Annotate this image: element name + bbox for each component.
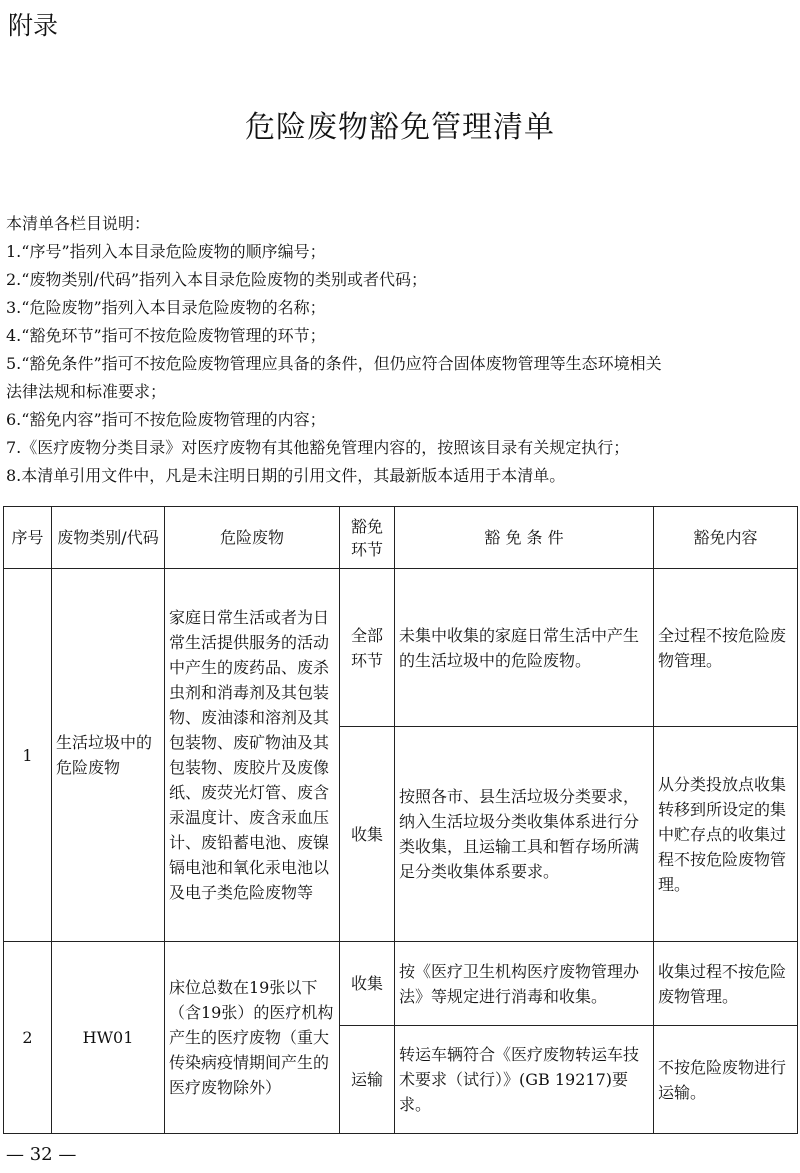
intro-item: 8.本清单引用文件中，凡是未注明日期的引用文件，其最新版本适用于本清单。 [6, 466, 566, 485]
row-stage: 收集 [340, 727, 395, 942]
row-stage: 全部环节 [340, 569, 395, 727]
header-category: 废物类别/代码 [52, 507, 165, 569]
row-content: 收集过程不按危险废物管理。 [654, 942, 798, 1026]
row-category: HW01 [52, 942, 165, 1134]
row-waste: 家庭日常生活或者为日常生活提供服务的活动中产生的废药品、废杀虫剂和消毒剂及其包装物、废油漆和溶剂及其包装物、废矿物油及其包装物、废胶片及废像纸、废荧光灯管、废含汞温度计、废含汞血压计、废铅蓄电池、废镍镉电池和氧化汞电池以及电子类危险废物等 [165, 569, 340, 942]
row-condition: 按照各市、县生活垃圾分类要求，纳入生活垃圾分类收集体系进行分类收集，且运输工具和暂存场所满足分类收集体系要求。 [395, 727, 654, 942]
exemption-table [3, 506, 798, 1134]
intro-item: 2.“废物类别/代码”指列入本目录危险废物的类别或者代码； [6, 270, 428, 289]
header-content: 豁免内容 [654, 507, 798, 569]
page-number: — 32 — [6, 1144, 77, 1165]
intro-item: 3.“危险废物”指列入本目录危险废物的名称； [6, 298, 326, 317]
row-content: 全过程不按危险废物管理。 [654, 569, 798, 727]
row-condition: 转运车辆符合《医疗废物转运车技术要求（试行）》(GB 19217)要求。 [395, 1026, 654, 1134]
appendix-label: 附录 [8, 11, 59, 40]
intro-item: 4.“豁免环节”指可不按危险废物管理的环节； [6, 326, 326, 345]
header-stage: 豁免环节 [340, 507, 395, 569]
intro-item: 法律法规和标准要求； [6, 382, 167, 401]
table-row [4, 942, 798, 1026]
table-row [4, 569, 798, 727]
row-seq: 1 [4, 569, 52, 942]
intro-item: 5.“豁免条件”指可不按危险废物管理应具备的条件，但仍应符合固体废物管理等生态环境相关 [6, 354, 662, 373]
row-category: 生活垃圾中的危险废物 [52, 569, 165, 942]
row-content: 从分类投放点收集转移到所设定的集中贮存点的收集过程不按危险废物管理。 [654, 727, 798, 942]
intro-item: 6.“豁免内容”指可不按危险废物管理的内容； [6, 410, 326, 429]
header-waste: 危险废物 [165, 507, 340, 569]
document-title: 危险废物豁免管理清单 [245, 110, 555, 145]
row-stage: 收集 [340, 942, 395, 1026]
row-waste: 床位总数在19张以下（含19张）的医疗机构产生的医疗废物（重大传染病疫情期间产生的医疗废物除外） [165, 942, 340, 1134]
header-seq: 序号 [4, 507, 52, 569]
intro-item: 1.“序号”指列入本目录危险废物的顺序编号； [6, 242, 326, 261]
row-condition: 未集中收集的家庭日常生活中产生的生活垃圾中的危险废物。 [395, 569, 654, 727]
row-stage: 运输 [340, 1026, 395, 1134]
table-header-row [4, 507, 798, 569]
header-condition: 豁 免 条 件 [395, 507, 654, 569]
row-seq: 2 [4, 942, 52, 1134]
row-condition: 按《医疗卫生机构医疗废物管理办法》等规定进行消毒和收集。 [395, 942, 654, 1026]
intro-lead: 本清单各栏目说明： [6, 214, 151, 233]
column-explanations [6, 210, 796, 490]
row-content: 不按危险废物进行运输。 [654, 1026, 798, 1134]
intro-item: 7.《医疗废物分类目录》对医疗废物有其他豁免管理内容的，按照该目录有关规定执行； [6, 438, 630, 457]
